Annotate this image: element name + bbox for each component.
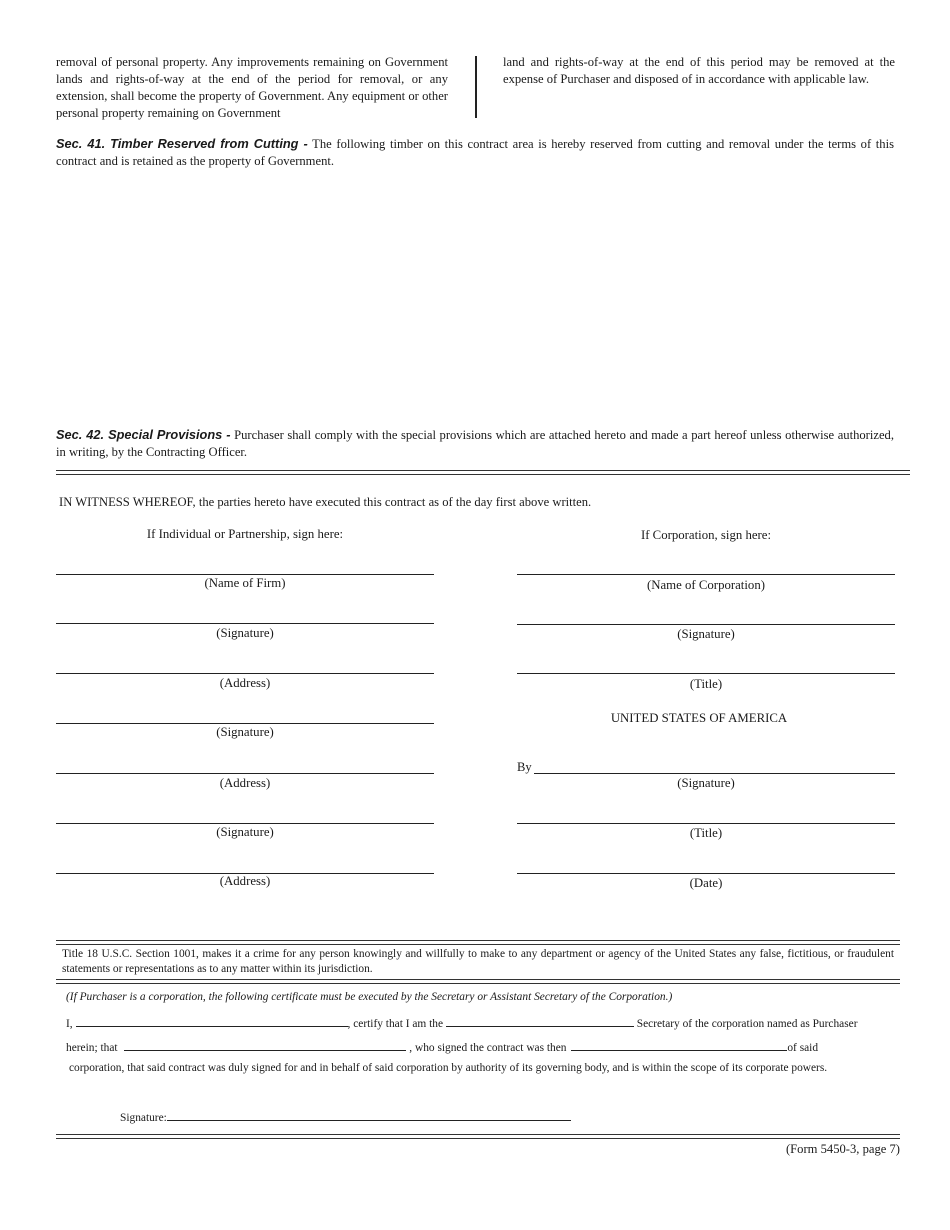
- section-41-text: The following timber on this contract area is hereby reserved from cutting and removal under the terms of this contract and is retained as the property of Government.: [56, 137, 894, 168]
- section-42-text: Purchaser shall comply with the special provisions which are attached hereto and made a part hereof unless otherwise authorized, in writing, by the Contracting Officer.: [56, 428, 894, 459]
- individual-address-line-2[interactable]: [56, 773, 434, 774]
- caption-address-3: (Address): [219, 874, 271, 888]
- caption-usa-signature: (Signature): [677, 776, 735, 790]
- individual-signature-line-1[interactable]: [56, 623, 434, 624]
- certificate-signature-field[interactable]: [167, 1108, 571, 1121]
- name-of-corporation-line[interactable]: [517, 574, 895, 575]
- individual-heading: If Individual or Partnership, sign here:: [146, 527, 344, 541]
- united-states-heading: UNITED STATES OF AMERICA: [610, 711, 788, 725]
- certificate-signature-row: [120, 1108, 571, 1126]
- individual-address-line-1[interactable]: [56, 673, 434, 674]
- certificate-i: I,: [66, 1018, 73, 1030]
- certificate-line-2: [66, 1038, 818, 1056]
- caption-name-of-corporation: (Name of Corporation): [647, 578, 765, 592]
- caption-address-1: (Address): [219, 676, 271, 690]
- continuation-right-text: land and rights-of-way at the end of this period may be removed at the expense of Purchaser and disposed of in accordance with applicable law.: [503, 55, 895, 86]
- certificate-who-signed: , who signed the contract was then: [409, 1042, 567, 1054]
- continuation-left-text: removal of personal property. Any improvements remaining on Government lands and rights-of-way at the end of the period for removal, or any extension, shall become the property of Government. Any equipment or other personal property remaining on Government: [56, 55, 448, 120]
- usa-date-line[interactable]: [517, 873, 895, 874]
- caption-usa-title: (Title): [689, 826, 723, 840]
- certificate-certify: , certify that I am the: [347, 1018, 444, 1030]
- caption-address-2: (Address): [219, 776, 271, 790]
- certificate-line-3: corporation, that said contract was duly signed for and in behalf of said corporation by authority of its governing body, and is within the scope of its corporate powers.: [69, 1062, 828, 1074]
- section-41-heading: Sec. 41. Timber Reserved from Cutting -: [56, 136, 308, 151]
- usa-signature-line[interactable]: [534, 773, 895, 774]
- section-41: [56, 135, 894, 170]
- legal-notice: Title 18 U.S.C. Section 1001, makes it a crime for any person knowingly and willfully to make to any department or agency of the United States any false, fictitious, or fraudulent statements or representations as to any matter within its jurisdiction.: [62, 948, 894, 975]
- caption-signature-2: (Signature): [216, 725, 274, 739]
- signer-name-field[interactable]: [124, 1038, 406, 1051]
- signer-title-field[interactable]: [571, 1038, 787, 1051]
- witness-statement: IN WITNESS WHEREOF, the parties hereto have executed this contract as of the day first above written.: [59, 495, 592, 509]
- usa-title-line[interactable]: [517, 823, 895, 824]
- certificate-intro: (If Purchaser is a corporation, the following certificate must be executed by the Secretary or Assistant Secretary of the Corporation.): [66, 991, 673, 1003]
- form-page-number: (Form 5450-3, page 7): [785, 1142, 900, 1156]
- caption-corporation-signature: (Signature): [677, 627, 735, 641]
- caption-signature-1: (Signature): [216, 626, 274, 640]
- caption-corporation-title: (Title): [689, 677, 723, 691]
- notice-bottom-rule: [56, 979, 900, 984]
- certificate-secretary: Secretary of the corporation named as Purchaser: [636, 1018, 858, 1030]
- column-divider: [475, 56, 477, 118]
- corporation-title-line[interactable]: [517, 673, 895, 674]
- caption-usa-date: (Date): [689, 876, 723, 890]
- corporation-signature-line[interactable]: [517, 624, 895, 625]
- by-label: By: [517, 760, 532, 774]
- certificate-line-1: [66, 1014, 858, 1032]
- certificate-signature-label: Signature:: [120, 1112, 167, 1124]
- certifier-name-field[interactable]: [76, 1014, 348, 1027]
- certificate-of-said: of said: [787, 1042, 819, 1054]
- caption-signature-3: (Signature): [216, 825, 274, 839]
- footer-rule: [56, 1134, 900, 1139]
- section-double-rule: [56, 470, 910, 475]
- certificate-herein: herein; that: [66, 1042, 118, 1054]
- secretary-type-field[interactable]: [446, 1014, 634, 1027]
- corporation-heading: If Corporation, sign here:: [640, 528, 772, 542]
- notice-top-rule: [56, 940, 900, 945]
- section-42: [56, 426, 894, 461]
- caption-name-of-firm: (Name of Firm): [204, 576, 286, 590]
- section-42-heading: Sec. 42. Special Provisions -: [56, 427, 231, 442]
